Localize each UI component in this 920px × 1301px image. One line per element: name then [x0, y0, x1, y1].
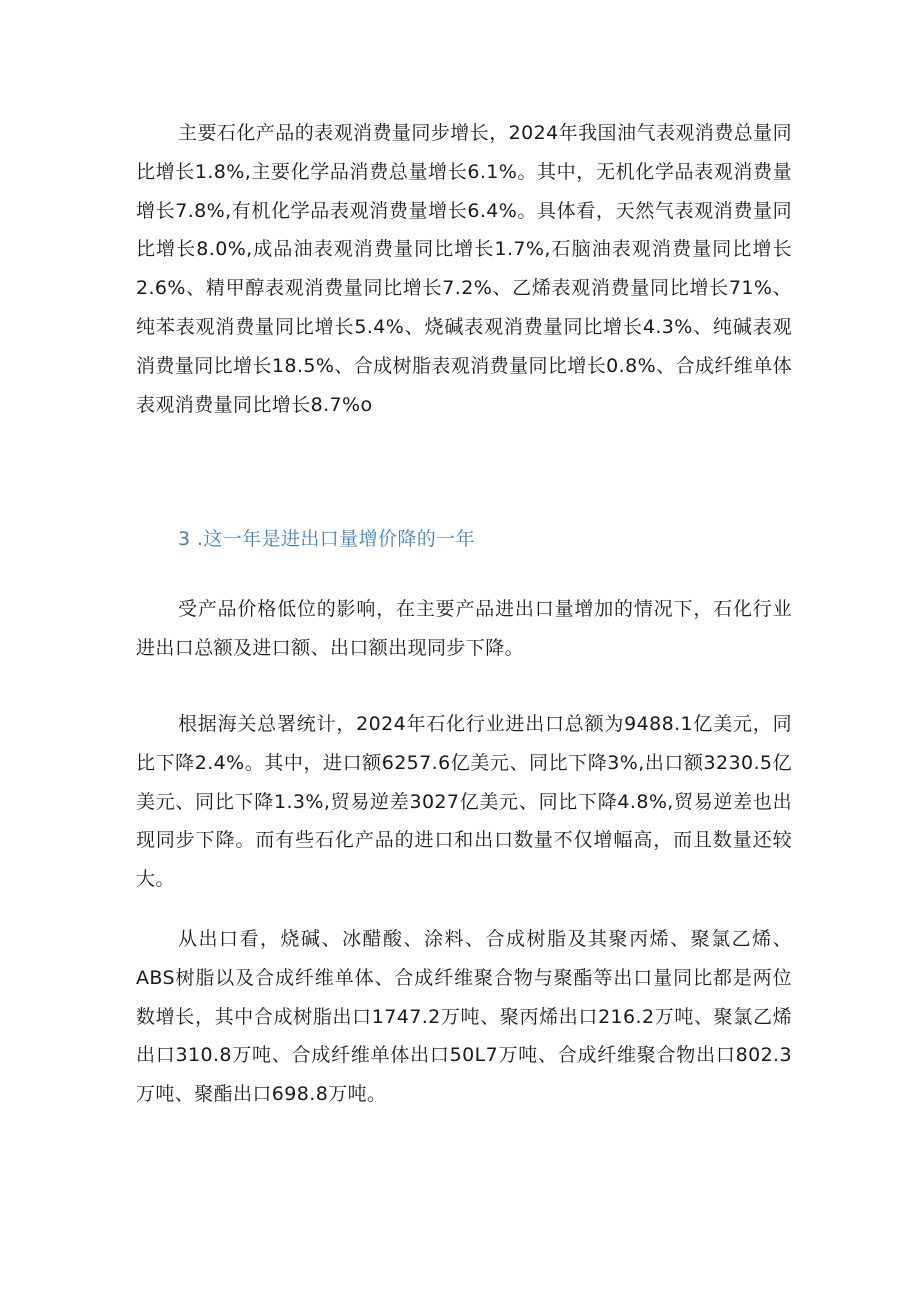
paragraph-consumption: 主要石化产品的表观消费量同步增长，2024年我国油气表观消费总量同比增长1.8%,主要化学品消费总量增长6.1%。其中，无机化学品表观消费量增长7.8%,有机化学品表观消费量增长6.4%。具体看，天然气表观消费量同比增长8.0%,成品油表观消费量同比增长1.7%,石脑油表观消费量同比增长2.6%、精甲醇表观消费量同比增长7.2%、乙烯表观消费量同比增长71%、纯苯表观消费量同比增长5.4%、烧碱表观消费量同比增长4.3%、纯碱表观消费量同比增长18.5%、合成树脂表观消费量同比增长0.8%、合成纤维单体表观消费量同比增长8.7%o: [136, 122, 792, 416]
section-heading: 3 .这一年是进出口量增价降的一年: [178, 528, 475, 550]
paragraph-price-impact: 受产品价格低位的影响，在主要产品进出口量增加的情况下，石化行业进出口总额及进口额、出口额出现同步下降。: [136, 598, 792, 659]
paragraph-exports: 从出口看，烧碱、冰醋酸、涂料、合成树脂及其聚丙烯、聚氯乙烯、ABS树脂以及合成纤维单体、合成纤维聚合物与聚酯等出口量同比都是两位数增长，其中合成树脂出口1747.2万吨、聚丙烯出口216.2万吨、聚氯乙烯出口310.8万吨、合成纤维单体出口50L7万吨、合成纤维聚合物出口802.3万吨、聚酯出口698.8万吨。: [136, 928, 792, 1106]
paragraph-customs-stats: 根据海关总署统计，2024年石化行业进出口总额为9488.1亿美元，同比下降2.4%。其中，进口额6257.6亿美元、同比下降3%,出口额3230.5亿美元、同比下降1.3%,贸易逆差3027亿美元、同比下降4.8%,贸易逆差也出现同步下降。而有些石化产品的进口和出口数量不仅增幅高，而且数量还较大。: [136, 713, 792, 891]
